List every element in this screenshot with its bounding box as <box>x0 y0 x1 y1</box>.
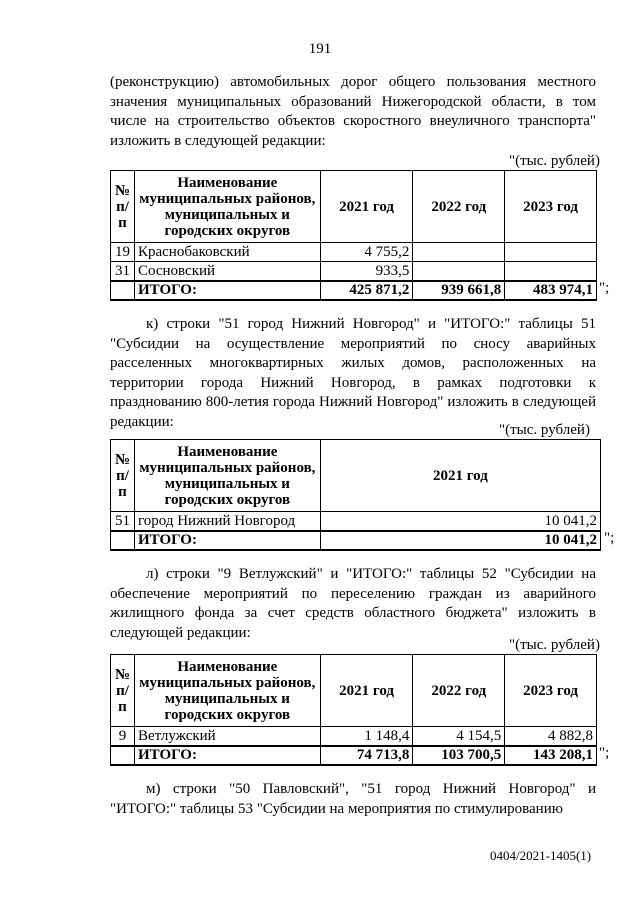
header-2023: 2023 год <box>505 655 597 727</box>
cell-number: 9 <box>111 727 135 746</box>
table-row <box>111 262 597 281</box>
header-number: № п/п <box>111 655 135 727</box>
total-2023: 483 974,1 <box>505 281 597 300</box>
cell-name: Краснобаковский <box>134 243 320 262</box>
cell-name: Ветлужский <box>134 727 320 746</box>
paragraph-l: л) строки "9 Ветлужский" и "ИТОГО:" таблицы 52 "Субсидии на обеспечение мероприятий по переселению граждан из аварийного жилищного фонда за счет средств областного бюджета" изложить в следующей редакции: <box>110 566 596 641</box>
table-row <box>111 243 597 262</box>
intro-paragraph: (реконструкцию) автомобильных дорог общего пользования местного значения муниципальных образований Нижегородской области, в том числе на строительство объектов скоростного внеуличного транспорта" изложить в следующей редакции: <box>110 74 596 149</box>
table-row <box>111 727 597 746</box>
table-header-row <box>111 171 597 243</box>
cell-name: город Нижний Новгород <box>134 512 320 531</box>
cell-2021: 10 041,2 <box>320 512 600 531</box>
table-close-mark: "; <box>599 745 610 761</box>
cell-2021: 933,5 <box>320 262 413 281</box>
table-total-row <box>111 746 597 765</box>
cell-number: 51 <box>111 512 135 531</box>
cell-number: 31 <box>111 262 135 281</box>
table-51-roads <box>110 170 597 301</box>
total-2022: 939 661,8 <box>413 281 505 300</box>
table-header-row <box>111 440 601 512</box>
total-2021: 10 041,2 <box>320 531 600 550</box>
cell-2022: 4 154,5 <box>413 727 505 746</box>
cell-number <box>111 531 135 550</box>
page-number: 191 <box>308 41 332 57</box>
paragraph-m: м) строки "50 Павловский", "51 город Нижний Новгород" и "ИТОГО:" таблицы 53 "Субсидии на мероприятия по стимулированию <box>110 781 596 817</box>
cell-2021: 4 755,2 <box>320 243 413 262</box>
header-2022: 2022 год <box>413 171 505 243</box>
header-name: Наименование муниципальных районов, муниципальных и городских округов <box>134 171 320 243</box>
header-2021: 2021 год <box>320 171 413 243</box>
cell-number: 19 <box>111 243 135 262</box>
total-2021: 425 871,2 <box>320 281 413 300</box>
document-code: 0404/2021-1405(1) <box>490 848 592 863</box>
total-2023: 143 208,1 <box>505 746 597 765</box>
cell-2021: 1 148,4 <box>320 727 413 746</box>
header-name: Наименование муниципальных районов, муниципальных и городских округов <box>134 655 320 727</box>
header-2021: 2021 год <box>320 655 413 727</box>
header-2021: 2021 год <box>320 440 600 512</box>
table-close-mark: "; <box>599 280 610 296</box>
cell-2022 <box>413 243 505 262</box>
table-52-demolition <box>110 439 601 551</box>
total-label: ИТОГО: <box>134 531 320 550</box>
cell-number <box>111 746 135 765</box>
table-row <box>111 512 601 531</box>
header-2023: 2023 год <box>505 171 597 243</box>
cell-2023 <box>505 243 597 262</box>
table-52-resettlement <box>110 654 597 766</box>
header-2022: 2022 год <box>413 655 505 727</box>
unit-label: "(тыс. рублей) <box>509 637 600 653</box>
total-label: ИТОГО: <box>134 281 320 300</box>
total-2021: 74 713,8 <box>320 746 413 765</box>
unit-label: "(тыс. рублей) <box>499 422 590 438</box>
cell-2023 <box>505 262 597 281</box>
table-header-row <box>111 655 597 727</box>
cell-number <box>111 281 135 300</box>
header-name: Наименование муниципальных районов, муниципальных и городских округов <box>134 440 320 512</box>
total-2022: 103 700,5 <box>413 746 505 765</box>
cell-2022 <box>413 262 505 281</box>
total-label: ИТОГО: <box>134 746 320 765</box>
cell-2023: 4 882,8 <box>505 727 597 746</box>
paragraph-k: к) строки "51 город Нижний Новгород" и "ИТОГО:" таблицы 51 "Субсидии на осуществление мероприятий по сносу аварийных расселенных многоквартирных жилых домов, расположенных на территории города Нижний Новгород, в рамках подготовки к празднованию 800-летия города Нижний Новгород" изложить в следующей редакции: <box>110 316 596 430</box>
unit-label: "(тыс. рублей) <box>509 153 600 169</box>
table-total-row <box>111 281 597 300</box>
header-number: № п/п <box>111 171 135 243</box>
header-number: № п/п <box>111 440 135 512</box>
table-total-row <box>111 531 601 550</box>
table-close-mark: "; <box>604 530 615 546</box>
cell-name: Сосновский <box>134 262 320 281</box>
